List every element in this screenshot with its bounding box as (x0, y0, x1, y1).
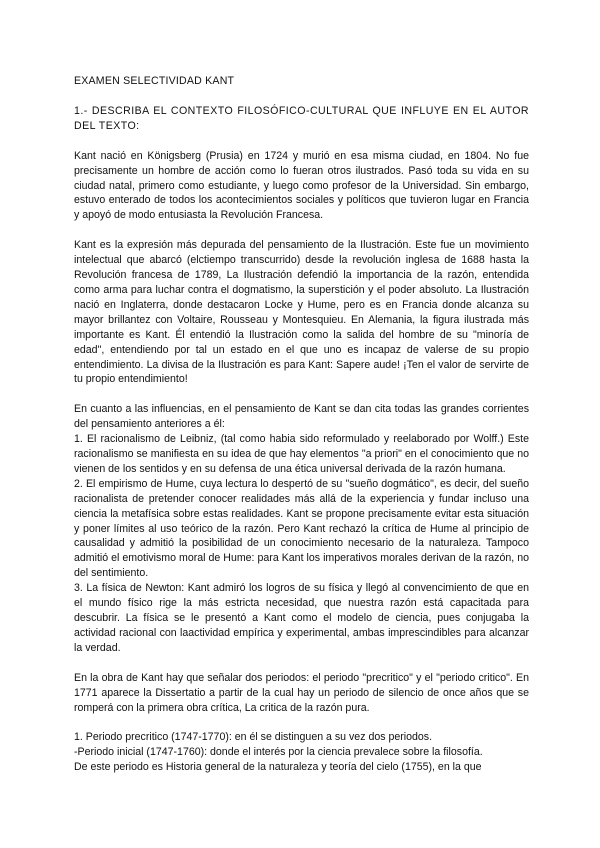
influences-section (74, 402, 529, 655)
period-line: 1. Periodo precritico (1747-1770): en él se distinguen a su vez dos periodos. (74, 731, 433, 744)
paragraph-enlightenment: Kant es la expresión más depurada del pensamiento de la Ilustración. Este fue un movimiento intelectual que abarcó (elctiempo transcurrido) desde la revolución inglesa de 1688 hasta la Revolución francesa de 1789, La Ilustración defendió la importancia de la razón, entendida como arma para luchar contra el dogmatismo, la superstición y el poder absoluto. La Ilustración nació en Inglaterra, donde destacaron Locke y Hume, pero es en Francia donde alcanza su mayor brillantez con Voltaire, Rousseau y Montesquieu. En Alemania, la figura ilustrada más importante es Kant. Él entendió la Ilustración como la salida del hombre de su "minoría de edad", entendiendo por tal un estado en el que uno es incapaz de valerse de su propio entendimiento. La divisa de la Ilustración es para Kant: Sapere aude! ¡Ten el valor de servirte de tu propio entendimiento! (74, 239, 529, 386)
influence-item-leibniz: 1. El racionalismo de Leibniz, (tal como habia sido reformulado y reelaborado por Wolff.) Este racionalismo se manifiesta en su idea de que hay elementos "a priori" en el conocimiento que no vienen de los sentidos y en su defensa de una ética universal derivada de la razón humana. (74, 433, 529, 475)
influence-item-hume: 2. El empirismo de Hume, cuya lectura lo despertó de su "sueño dogmático", es decir, del sueño racionalista de pretender conocer realidades más allá de la experiencia y fundar incluso una ciencia la metafísica sobre estas realidades. Kant se propone precisamente evitar esta situación y poner límites al uso teórico de la razón. Pero Kant rechazó la crítica de Hume al principio de causalidad y admitió la posibilidad de un conocimiento necesario de la naturaleza. Tampoco admitió el emotivismo moral de Hume: para Kant los imperativos morales derivan de la razón, no del sentimiento. (74, 477, 529, 580)
influences-intro: En cuanto a las influencias, en el pensamiento de Kant se dan cita todas las grandes corrientes del pensamiento anteriores a él: (74, 403, 529, 431)
question-heading: 1.- DESCRIBA EL CONTEXTO FILOSÓFICO-CULTURAL QUE INFLUYE EN EL AUTOR DEL TEXTO: (74, 104, 529, 132)
paragraph-biography: Kant nació en Königsberg (Prusia) en 1724 y murió en esa misma ciudad, en 1804. No fue precisamente un hombre de acción como lo fueran otros ilustrados. Pasó toda su vida en su ciudad natal, primero como estudiante, y luego como profesor de la Universidad. Sin embargo, estuvo enterado de todos los acontecimientos sociales y políticos que tuvieron lugar en Francia y apoyó de modo entusiasta la Revolución Francesa. (74, 149, 529, 222)
influence-item-newton: 3. La física de Newton: Kant admiró los logros de su física y llegó al convencimiento de que en el mundo físico rige la más estricta necesidad, que nuestra razón está capacitada para descubrir. La física se le presentó a Kant como el modelo de ciencia, pues conjugaba la actividad racional con laactividad empírica y experimental, ambas imprescindibles para alcanzar la verdad. (74, 582, 529, 654)
period-line: -Periodo inicial (1747-1760): donde el interés por la ciencia prevalece sobre la filosofía. (74, 746, 483, 759)
document-title: EXAMEN SELECTIVIDAD KANT (74, 75, 235, 87)
paragraph-periods: En la obra de Kant hay que señalar dos periodos: el periodo "precritico" y el "periodo critico". En 1771 aparece la Dissertatio a partir de la cual hay un periodo de silencio de once años que se romperá con la primera obra crítica, La critica de la razón pura. (74, 671, 529, 714)
document-page (74, 74, 529, 775)
periods-list (74, 730, 529, 775)
period-line: De este periodo es Historia general de la naturaleza y teoría del cielo (1755), en la que (74, 761, 482, 774)
